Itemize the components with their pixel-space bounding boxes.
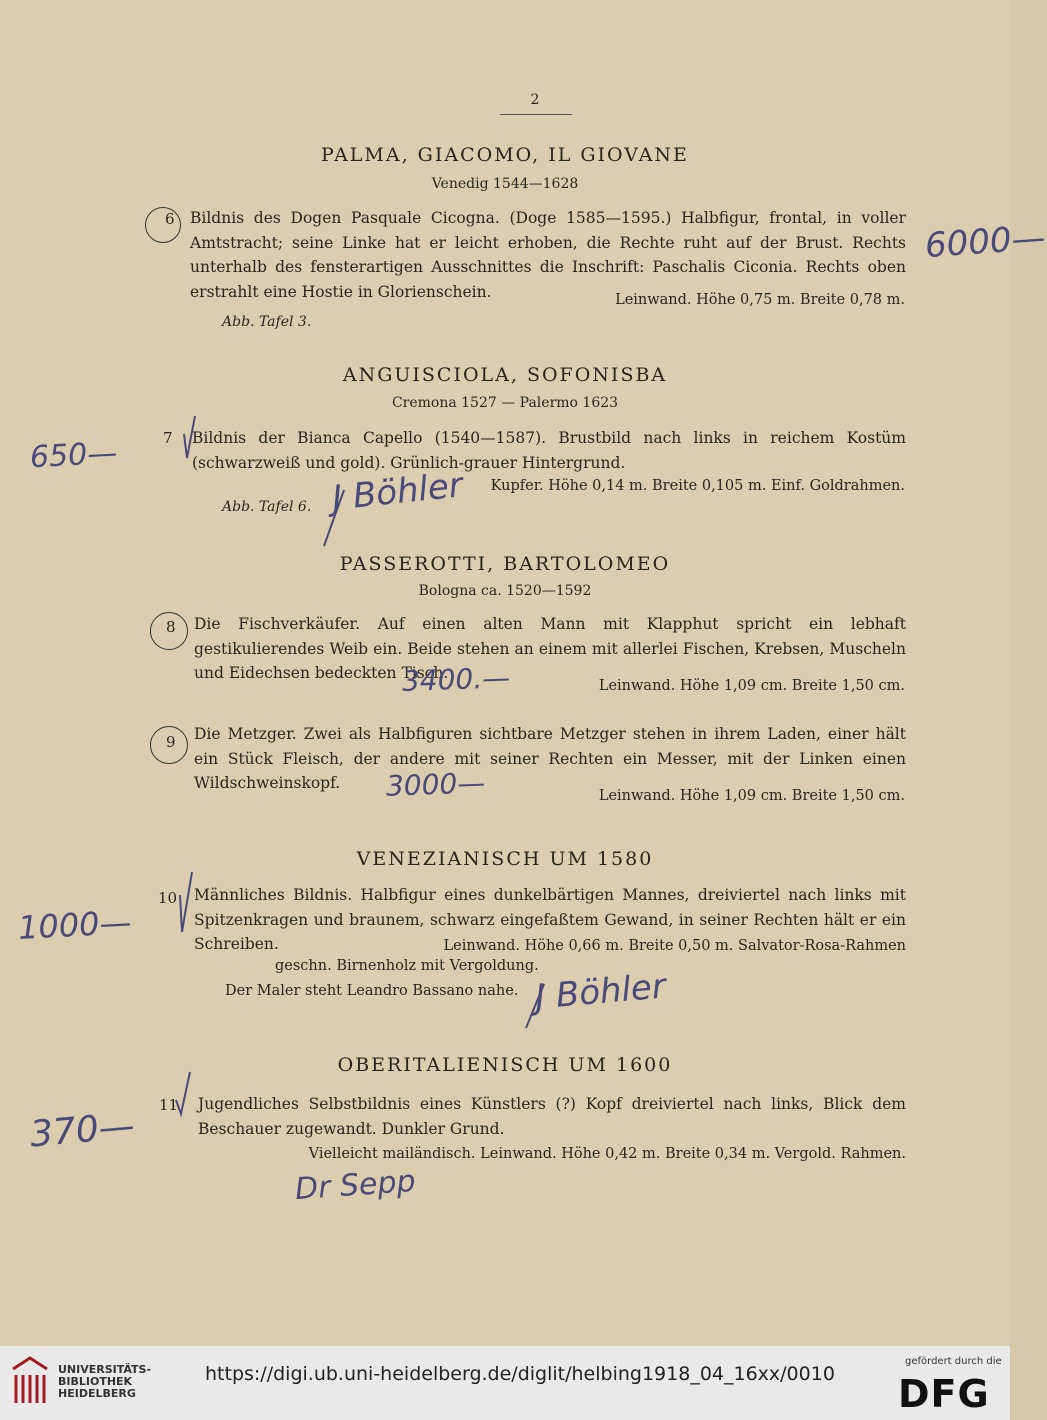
sponsor-label: gefördert durch die	[905, 1356, 1002, 1367]
lot-number: 7	[163, 429, 173, 447]
lot-meta: Kupfer. Höhe 0,14 m. Breite 0,105 m. Einf. Goldrahmen.	[490, 478, 905, 494]
lot-description: Männliches Bildnis. Halbfigur eines dunkelbärtigen Mannes, dreiviertel nach links mit Spitzenkragen und braunem, schwarz eingefaßtem Gewand, in seiner Rechten hält er ein Schreiben.	[194, 886, 906, 953]
handwritten-price: 370—	[28, 1105, 137, 1156]
artist-heading: VENEZIANISCH UM 1580	[356, 848, 654, 870]
artist-heading: PASSEROTTI, BARTOLOMEO	[339, 553, 671, 575]
lot-description: Die Metzger. Zwei als Halbfiguren sichtbare Metzger stehen in ihrem Laden, einer hält ein Stück Fleisch, der andere mit seiner Rechten ein Messer, mit der Linken einen Wildschweinskopf.	[194, 725, 906, 792]
artist-dates: Bologna ca. 1520—1592	[418, 583, 592, 599]
artist-dates: Cremona 1527 — Palermo 1623	[391, 395, 619, 411]
dfg-logo: DFG	[898, 1372, 990, 1416]
university-library-logo-icon	[10, 1355, 50, 1407]
handwritten-price: 1000—	[17, 903, 133, 947]
lot-meta: Leinwand. Höhe 1,09 cm. Breite 1,50 cm.	[598, 678, 905, 694]
lot-number: 6	[165, 210, 175, 228]
lot-meta-continued: geschn. Birnenholz mit Vergoldung.	[275, 958, 539, 974]
handwritten-price: 650—	[29, 435, 119, 476]
plate-reference: Abb. Tafel 3.	[222, 314, 312, 330]
artist-heading: OBERITALIENISCH UM 1600	[337, 1054, 673, 1076]
tick-mark	[174, 870, 196, 940]
tick-mark	[178, 414, 198, 474]
handwritten-buyer: Dr Sepp	[293, 1163, 417, 1208]
tick-mark	[320, 488, 350, 548]
lot-number: 11	[159, 1096, 179, 1114]
lot-description: Bildnis der Bianca Capello (1540—1587). Brustbild nach links in reichem Kostüm (schwarzweiß und gold). Grünlich-grauer Hintergrund.	[192, 429, 906, 472]
page-number-rule	[500, 114, 572, 115]
artist-dates: Venedig 1544—1628	[431, 176, 579, 192]
lot-description: Bildnis des Dogen Pasquale Cicogna. (Doge 1585—1595.) Halbfigur, frontal, in voller Amtstracht; seine Linke hat er leicht erhoben, die Rechte ruht auf der Brust. Rechts unterhalb des fensterartigen Ausschnittes die Inschrift: Paschalis Ciconia. Rechts oben erstrahlt eine Hostie in Glorienschein.	[190, 209, 906, 301]
circle-mark	[145, 207, 181, 243]
attribution-note: Der Maler steht Leandro Bassano nahe.	[225, 983, 519, 999]
lot-meta: Leinwand. Höhe 1,09 cm. Breite 1,50 cm.	[598, 788, 905, 804]
tick-mark	[172, 1070, 194, 1120]
artist-heading: PALMA, GIACOMO, IL GIOVANE	[321, 144, 689, 166]
lot-number: 9	[166, 733, 176, 751]
handwritten-price: 3000—	[385, 766, 486, 803]
library-name: UNIVERSITÄTS- BIBLIOTHEK HEIDELBERG	[58, 1363, 152, 1400]
page-number: 2	[530, 92, 540, 108]
lot-description: Jugendliches Selbstbildnis eines Künstlers (?) Kopf dreiviertel nach links, Blick dem Beschauer zugewandt. Dunkler Grund.	[198, 1095, 906, 1138]
plate-reference: Abb. Tafel 6.	[222, 499, 312, 515]
artist-heading: ANGUISCIOLA, SOFONISBA	[342, 364, 668, 386]
handwritten-buyer: J Böhler	[533, 966, 668, 1018]
lot-number: 10	[158, 889, 178, 907]
lot-number: 8	[166, 618, 176, 636]
source-url[interactable]: https://digi.ub.uni-heidelberg.de/diglit/helbing1918_04_16xx/0010	[205, 1363, 835, 1385]
handwritten-buyer: J Böhler	[330, 465, 465, 519]
lot-meta: Vielleicht mailändisch. Leinwand. Höhe 0,42 m. Breite 0,34 m. Vergold. Rahmen.	[308, 1146, 906, 1162]
handwritten-price: 3400.—	[401, 661, 511, 698]
tick-mark	[520, 980, 550, 1030]
handwritten-price: 6000—	[923, 217, 1047, 267]
lot-meta: Leinwand. Höhe 0,66 m. Breite 0,50 m. Salvator-Rosa-Rahmen	[443, 938, 906, 954]
lot-description: Die Fischverkäufer. Auf einen alten Mann mit Klapphut spricht ein lebhaft gestikulierendes Weib ein. Beide stehen an einem mit allerlei Fischen, Krebsen, Muscheln und Eidechsen bedeckten Tisch.	[194, 615, 906, 682]
lot-meta: Leinwand. Höhe 0,75 m. Breite 0,78 m.	[615, 292, 905, 308]
